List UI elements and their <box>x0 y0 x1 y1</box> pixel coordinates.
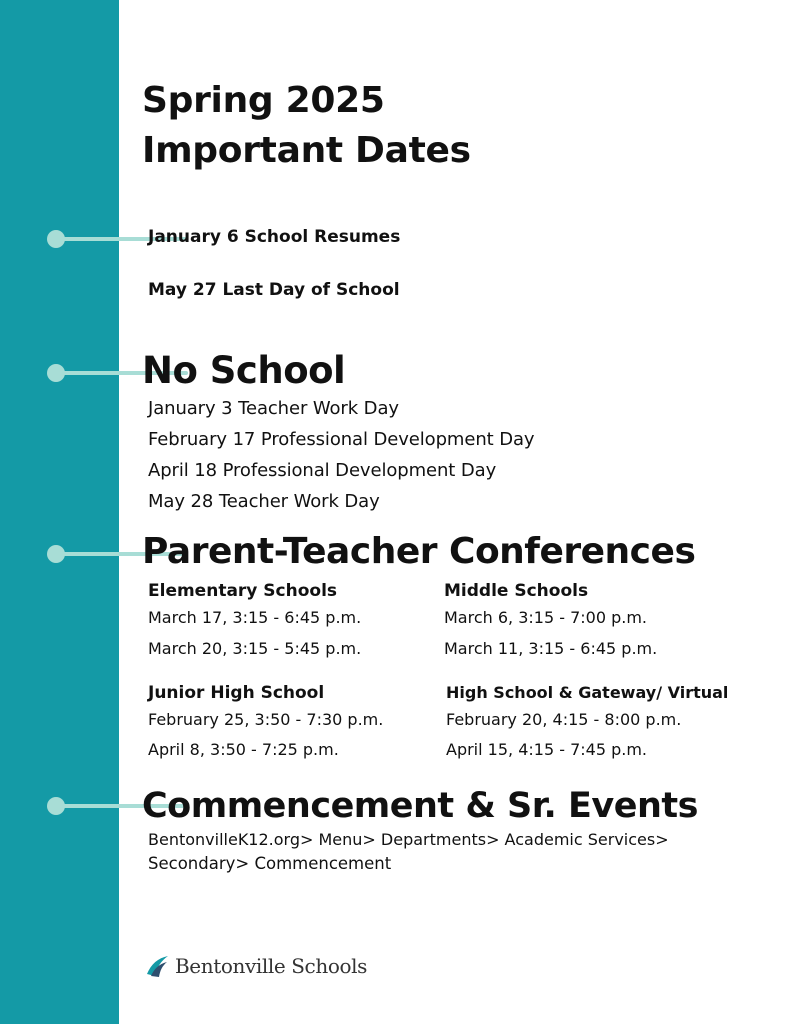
conference-group-elementary: Elementary Schools <box>148 581 338 601</box>
conference-group-high-school: High School & Gateway/ Virtual <box>446 683 729 702</box>
no-school-item: January 3 Teacher Work Day <box>148 398 399 419</box>
conference-date: March 20, 3:15 - 5:45 p.m. <box>148 639 362 658</box>
conference-date: February 20, 4:15 - 8:00 p.m. <box>446 710 682 729</box>
no-school-item: February 17 Professional Development Day <box>148 429 535 450</box>
commencement-heading: Commencement & Sr. Events <box>142 786 698 826</box>
commencement-path-line2: Secondary> Commencement <box>148 854 392 873</box>
conference-group-middle: Middle Schools <box>444 581 589 601</box>
no-school-heading: No School <box>142 349 346 392</box>
no-school-item: April 18 Professional Development Day <box>148 460 497 481</box>
conference-date: March 11, 3:15 - 6:45 p.m. <box>444 639 658 658</box>
logo-text: Bentonville Schools <box>175 954 367 978</box>
conference-date: April 8, 3:50 - 7:25 p.m. <box>148 740 339 759</box>
conference-date: March 17, 3:15 - 6:45 p.m. <box>148 608 362 627</box>
logo-mark-icon <box>145 954 169 978</box>
page-title-line1: Spring 2025 <box>142 80 385 121</box>
conference-date: April 15, 4:15 - 7:45 p.m. <box>446 740 647 759</box>
key-date-school-resumes: January 6 School Resumes <box>148 227 401 247</box>
no-school-item: May 28 Teacher Work Day <box>148 491 380 512</box>
commencement-path-line1: BentonvilleK12.org> Menu> Departments> Academic Services> <box>148 830 669 849</box>
sidebar-band <box>0 0 119 1024</box>
key-date-last-day: May 27 Last Day of School <box>148 280 400 300</box>
page-title <box>142 76 471 176</box>
conference-date: February 25, 3:50 - 7:30 p.m. <box>148 710 384 729</box>
bentonville-schools-logo <box>145 951 367 981</box>
conference-date: March 6, 3:15 - 7:00 p.m. <box>444 608 648 627</box>
conference-group-junior-high: Junior High School <box>148 683 325 703</box>
page-title-line2: Important Dates <box>142 130 471 171</box>
conferences-heading: Parent-Teacher Conferences <box>142 531 696 572</box>
